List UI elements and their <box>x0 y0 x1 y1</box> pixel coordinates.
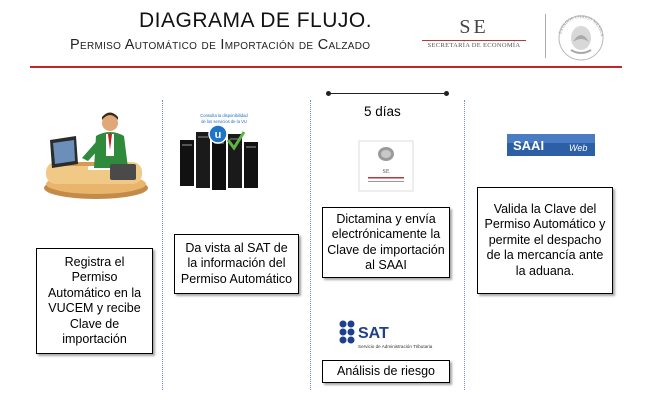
step-text: Dictamina y envía electrónicamente la Clave de importación al SAAI <box>327 211 445 272</box>
se-logo-caption: SECRETARÍA DE ECONOMÍA <box>427 42 521 49</box>
saai-logo-suffix: Web <box>569 143 588 153</box>
se-logo-letters: SE <box>459 16 489 38</box>
svg-text:ESTADOS UNIDOS MEXICANOS: ESTADOS UNIDOS MEXICA <box>557 13 605 37</box>
diagram-subtitle: Permiso Automático de Importación de Calzado <box>70 37 371 53</box>
step-analisis-riesgo <box>322 360 450 383</box>
saai-web-logo-icon <box>507 134 595 156</box>
column-divider <box>464 100 465 390</box>
user-at-computer-icon <box>38 106 150 201</box>
diagram-title: DIAGRAMA DE FLUJO. <box>139 9 373 32</box>
se-document-letters: SE <box>382 169 390 175</box>
timeline-end-marker <box>444 91 449 96</box>
vu-caption-line-2: de los servicios de la VU <box>201 119 247 124</box>
se-logo-rule <box>422 40 526 41</box>
step-dictamina <box>322 207 450 278</box>
column-divider <box>310 100 311 390</box>
step-text: Registra el Permiso Automático en la VUCEM y recibe Clave de importación <box>47 254 142 346</box>
saai-logo-text: SAAI <box>513 138 545 153</box>
vu-logo-letter: u <box>214 129 222 141</box>
header-rule <box>30 66 622 68</box>
column-divider <box>162 100 163 390</box>
sat-logo-icon <box>336 318 446 352</box>
sat-logo-caption: Servicio de Administración Tributaria <box>358 344 433 349</box>
step-registra-permiso <box>36 248 153 354</box>
timeline-bar <box>329 93 446 94</box>
step-vista-sat <box>174 234 299 294</box>
timeline-label: 5 días <box>364 104 401 119</box>
step-text: Análisis de riesgo <box>337 363 435 378</box>
secretaria-economia-logo <box>418 16 530 49</box>
step-text: Da vista al SAT de la información del Permiso Automático <box>180 240 293 286</box>
logo-divider <box>545 14 546 58</box>
sat-logo-text: SAT <box>358 325 389 342</box>
national-seal-icon <box>553 10 609 62</box>
vu-caption-line-1: Consulta la disponibilidad <box>200 113 248 118</box>
timeline-start-marker <box>326 91 331 96</box>
vucem-servers-icon <box>178 110 270 192</box>
step-valida-clave <box>477 187 613 294</box>
se-document-icon <box>358 140 414 192</box>
step-text: Valida la Clave del Permiso Automático y permite el despacho de la mercancía ante la aduana. <box>484 201 606 278</box>
